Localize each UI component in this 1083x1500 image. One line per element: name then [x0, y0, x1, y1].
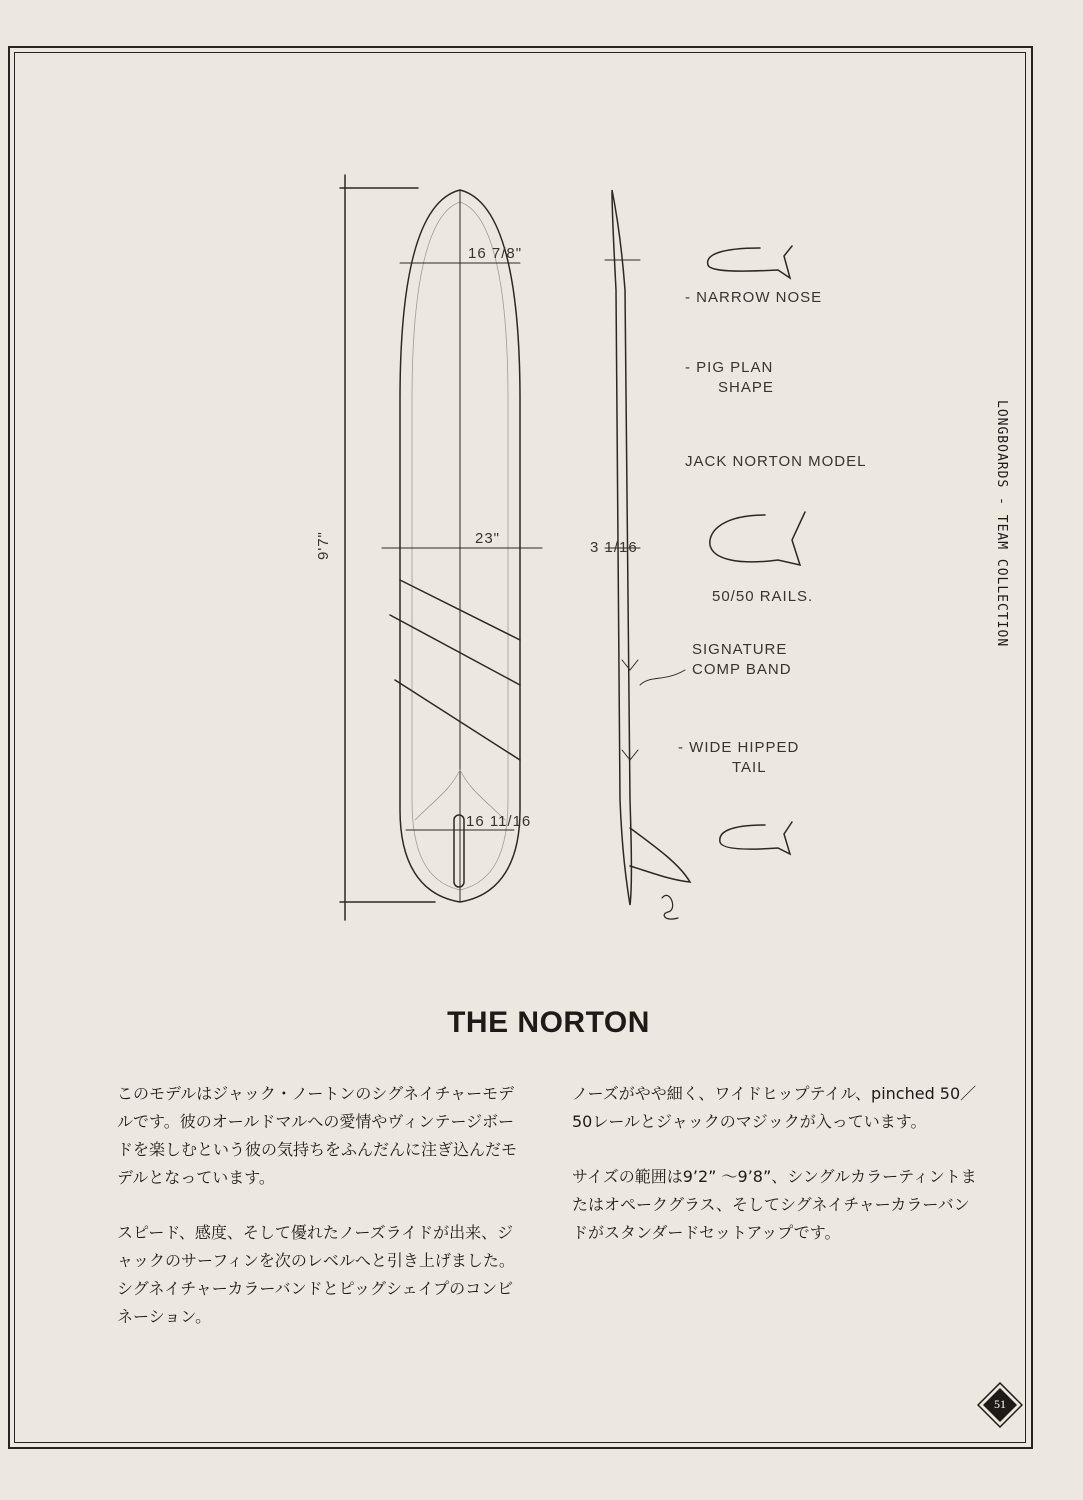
note-tail: TAIL [732, 759, 767, 776]
left-paragraph: スピード、感度、そして優れたノーズライドが出来、ジャックのサーフィンを次のレベルへと引き上げました。シグネイチャーカラーバンドとピッグシェイプのコンビネーション。 [117, 1223, 515, 1326]
page-number: 51 [994, 1397, 1006, 1411]
note-comp-band: COMP BAND [692, 661, 792, 678]
right-paragraph: ノーズがやや細く、ワイドヒップテイル、pinched 50／50レールとジャックのマジックが入っています。 [572, 1084, 977, 1131]
dim-thickness: 3 1/16 [590, 539, 638, 556]
note-jack-norton-model: JACK NORTON MODEL [685, 453, 867, 470]
note-signature: SIGNATURE [692, 641, 788, 658]
page-title: THE NORTON [447, 1006, 650, 1039]
note-narrow-nose: - NARROW NOSE [685, 289, 823, 306]
narrow-nose-rail-icon [708, 246, 792, 278]
note-wide-hipped: - WIDE HIPPED [678, 739, 800, 756]
section-side-label: LONGBOARDS - TEAM COLLECTION [994, 400, 1009, 648]
note-fifty-fifty-rails: 50/50 RAILS. [712, 588, 814, 605]
comp-band-bottom [395, 680, 520, 760]
dim-nose: 16 7/8" [468, 245, 523, 262]
dim-width: 23" [475, 530, 501, 547]
surfboard-sketch [300, 160, 900, 940]
right-column [572, 1080, 982, 1274]
fifty-fifty-rail-icon [710, 512, 805, 565]
left-paragraph: このモデルはジャック・ノートンのシグネイチャーモデルです。彼のオールドマルへの愛情やヴィンテージボードを楽しむという彼の気持ちをふんだんに注ぎ込んだモデルとなっています。 [117, 1084, 518, 1187]
note-shape: SHAPE [718, 379, 774, 396]
note-pig-plan: - PIG PLAN [685, 359, 774, 376]
dim-tail: 16 11/16 [466, 813, 532, 830]
wide-tail-rail-icon [720, 822, 792, 854]
right-paragraph: サイズの範囲は9’2” ～9’8”、シングルカラーティントまたはオペークグラス、そしてシグネイチャーカラーバンドがスタンダードセットアップです。 [572, 1167, 977, 1242]
left-column [117, 1080, 527, 1358]
dim-length: 9'7" [315, 531, 332, 560]
fin-outline [454, 815, 464, 887]
